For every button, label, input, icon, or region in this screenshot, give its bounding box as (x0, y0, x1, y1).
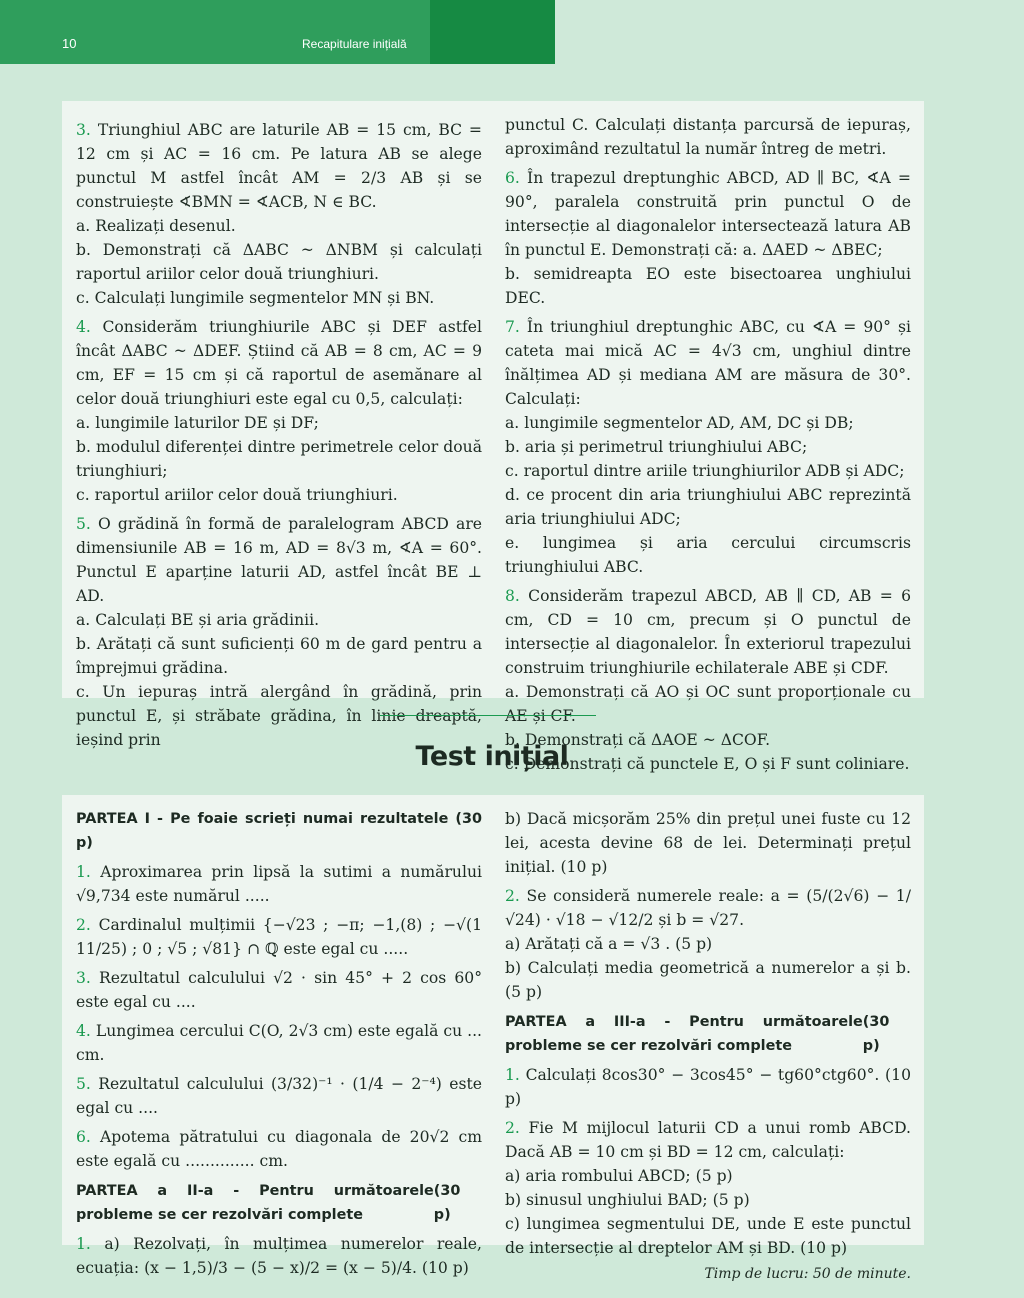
exercise-number: 2. (505, 887, 520, 905)
exercise-item (505, 483, 911, 531)
exercise-item (505, 1116, 911, 1164)
exercise-item (505, 884, 911, 932)
exercise-item (76, 512, 482, 608)
exercise-text: Triunghiul ABC are laturile AB = 15 cm, BC = 12 cm și AC = 16 cm. Pe latura AB se alege punctul M astfel încât AM = 2/3 AB și se construiește ∢BMN = ∢ACB, N ∈ BC. (76, 121, 482, 211)
exercise-item (76, 238, 482, 286)
exercise-text: În triunghiul dreptunghic ABC, cu ∢A = 90° și cateta mai mică AC = 4√3 cm, unghiul dintre înălțimea AD și mediana AM are măsura de 30°. Calculați: (505, 318, 911, 408)
exercise-text: a. lungimile segmentelor AD, AM, DC și DB; (505, 414, 854, 432)
exercise-text: b) Dacă micșorăm 25% din prețul unei fuste cu 12 lei, acesta devine 68 de lei. Determinați prețul inițial. (10 p) (505, 810, 911, 876)
exercise-number: 3. (76, 121, 91, 139)
exercise-number: 6. (505, 169, 520, 187)
exercise-item (505, 166, 911, 262)
part3-list (505, 1063, 911, 1260)
exercise-item (76, 411, 482, 435)
exercise-text: Rezultatul calculului √2 · sin 45° + 2 cos 60° este egal cu .... (76, 969, 483, 1011)
exercise-text: b. aria și perimetrul triunghiului ABC; (505, 438, 808, 456)
part2-list-right (505, 807, 911, 1004)
part2-points: (30 p) (433, 1183, 461, 1223)
exercise-text: b. semidreapta EO este bisectoarea unghiului DEC. (505, 265, 911, 307)
exercise-number: 1. (76, 863, 91, 881)
part1-title: PARTEA I - Pe foaie scrieți numai rezultatele (30 p) (76, 811, 482, 851)
exercise-item (76, 435, 482, 483)
exercise-text: O grădină în formă de paralelogram ABCD are dimensiunile AB = 16 m, AD = 8√3 m, ∢A = 60°. Punctul E aparține laturii AD, astfel încât BE ⊥ AD. (76, 515, 482, 605)
exercise-text: Aproximarea prin lipsă la sutimi a numărului √9,734 este numărul ..... (76, 863, 482, 905)
page-header-accent (430, 0, 555, 64)
exercise-item (76, 966, 482, 1014)
exercise-text: Considerăm triunghiurile ABC și DEF astfel încât ΔABC ~ ΔDEF. Știind că AB = 8 cm, AC = 9 cm, EF = 15 cm și că raportul de asemănare al celor două triunghiuri este egal cu 0,5, calculați: (76, 318, 482, 408)
exercise-text: b) Calculați media geometrică a numerelor a și b. (5 p) (505, 959, 911, 1001)
exercise-text: b. Arătați că sunt suficienți 60 m de gard pentru a împrejmui grădina. (76, 635, 482, 677)
exercise-text: Fie M mijlocul laturii CD a unui romb ABCD. Dacă AB = 10 cm și BD = 12 cm, calculați: (505, 1119, 911, 1161)
exercise-text: b. Demonstrați că ΔABC ~ ΔNBM și calculați raportul ariilor celor două triunghiuri. (76, 241, 482, 283)
divider (380, 715, 596, 716)
exercise-text: punctul C. Calculați distanța parcursă de iepuraș, aproximând rezultatul la număr întreg de metri. (505, 116, 911, 158)
exercise-number: 5. (76, 1075, 91, 1093)
test-column-left (76, 807, 482, 1280)
exercise-item (76, 1072, 482, 1120)
review-column-right (505, 113, 911, 776)
exercise-text: a. Calculați BE și aria grădinii. (76, 611, 320, 629)
exercise-text: d. ce procent din aria triunghiului ABC reprezintă aria triunghiului ADC; (505, 486, 911, 528)
exercise-number: 4. (76, 1022, 91, 1040)
exercise-number: 4. (76, 318, 91, 336)
exercise-item (76, 913, 482, 961)
exercise-item (76, 1232, 482, 1280)
exercise-text: c. raportul ariilor celor două triunghiuri. (76, 486, 398, 504)
part2-title: PARTEA a II-a - Pentru următoarele probleme se cer rezolvări complete (76, 1183, 434, 1223)
exercise-text: a. Realizați desenul. (76, 217, 236, 235)
test-column-right (505, 807, 911, 1286)
exercise-item (76, 483, 482, 507)
part1-list (76, 860, 482, 1173)
exercise-text: b) sinusul unghiului BAD; (5 p) (505, 1191, 750, 1209)
exercise-item (505, 435, 911, 459)
exercise-item (76, 286, 482, 310)
exercise-number: 2. (76, 916, 91, 934)
exercise-item (505, 1188, 911, 1212)
exercise-text: Lungimea cercului C(O, 2√3 cm) este egală cu ... cm. (76, 1022, 482, 1064)
exercise-item (76, 1125, 482, 1173)
exercise-number: 2. (505, 1119, 520, 1137)
part3-points: (30 p) (862, 1014, 890, 1054)
exercise-text: c. Demonstrați că punctele E, O și F sunt coliniare. (505, 755, 910, 773)
part2-list-left (76, 1232, 482, 1280)
exercise-text: a) Arătați că a = √3 . (5 p) (505, 935, 713, 953)
exercise-item (505, 315, 911, 411)
exercise-number: 1. (76, 1235, 91, 1253)
exercise-number: 6. (76, 1128, 91, 1146)
exercise-number: 1. (505, 1066, 520, 1084)
exercise-item (505, 531, 911, 579)
part3-header (505, 1010, 911, 1058)
exercise-item (505, 680, 911, 728)
part3-title: PARTEA a III-a - Pentru următoarele probleme se cer rezolvări complete (505, 1014, 863, 1054)
exercise-text: Rezultatul calculului (3/32)⁻¹ · (1/4 − 2⁻⁴) este egal cu .... (76, 1075, 482, 1117)
exercise-text: c. Un iepuraș intră alergând în grădină, prin punctul E, și străbate grădina, în linie dreaptă, ieșind prin (76, 683, 482, 749)
exercise-item (505, 807, 911, 879)
exercise-item (76, 632, 482, 680)
exercise-item (505, 113, 911, 161)
exercise-text: Apotema pătratului cu diagonala de 20√2 cm este egală cu .............. cm. (76, 1128, 482, 1170)
test-panel (62, 795, 924, 1282)
exercise-text: b. modulul diferenței dintre perimetrele celor două triunghiuri; (76, 438, 482, 480)
exercise-item (76, 1019, 482, 1067)
exercise-item (505, 956, 911, 1004)
part2-header (76, 1179, 482, 1227)
exercise-number: 7. (505, 318, 520, 336)
exercise-text: e. lungimea și aria cercului circumscris triunghiului ABC. (505, 534, 911, 576)
exercise-item (505, 932, 911, 956)
exercise-item (76, 608, 482, 632)
exercise-item (76, 315, 482, 411)
exercise-text: Cardinalul mulțimii {−√23 ; −π; −1,(8) ; −√(1 11/25) ; 0 ; √5 ; √81} ∩ ℚ este egal cu ..... (76, 916, 482, 958)
exercise-text: a) aria rombului ABCD; (5 p) (505, 1167, 733, 1185)
exercise-item (76, 214, 482, 238)
exercise-text: a) Rezolvați, în mulțimea numerelor reale, ecuația: (x − 1,5)/3 − (5 − x)/2 = (x − 5)/4. (10 p) (76, 1235, 482, 1277)
exercise-item (505, 584, 911, 680)
exercise-item (76, 860, 482, 908)
exercise-item (505, 1164, 911, 1188)
exercise-number: 3. (76, 969, 91, 987)
exercise-number: 8. (505, 587, 520, 605)
exercise-text: Calculați 8cos30° − 3cos45° − tg60°ctg60°. (10 p) (505, 1066, 911, 1108)
review-column-left (76, 113, 482, 752)
exercise-item (76, 118, 482, 214)
section-title: Recapitulare inițială (302, 37, 407, 51)
exercise-item (505, 1063, 911, 1111)
exercise-text: c. raportul dintre ariile triunghiurilor ADB și ADC; (505, 462, 905, 480)
exercise-item (505, 411, 911, 435)
exercise-text: a. lungimile laturilor DE și DF; (76, 414, 319, 432)
exercise-text: c) lungimea segmentului DE, unde E este punctul de intersecție al dreptelor AM și BD. (10 p) (505, 1215, 911, 1257)
exercise-text: În trapezul dreptunghic ABCD, AD ∥ BC, ∢A = 90°, paralela construită prin punctul O de intersecție al diagonalelor intersectează latura AB în punctul E. Demonstrați că: a. ΔAED ~ ΔBEC; (505, 169, 911, 259)
exercise-text: Considerăm trapezul ABCD, AB ∥ CD, AB = 6 cm, CD = 10 cm, precum și O punctul de intersecție al diagonalelor. În exteriorul trapezului construim triunghiurile echilaterale ABE și CDF. (505, 587, 911, 677)
exercise-text: Se consideră numerele reale: a = (5/(2√6) − 1/√24) · √18 − √12/2 și b = √27. (505, 887, 911, 929)
exercise-item (505, 1212, 911, 1260)
time-note: Timp de lucru: 50 de minute. (704, 1266, 911, 1282)
exercise-text: a. Demonstrați că AO și OC sunt proporționale cu AE și CF. (505, 683, 911, 725)
page-number: 10 (62, 36, 77, 51)
exercise-item (505, 459, 911, 483)
exercise-item (505, 262, 911, 310)
exercise-text: c. Calculați lungimile segmentelor MN și BN. (76, 289, 435, 307)
exercise-number: 5. (76, 515, 91, 533)
exercise-text: b. Demonstrați că ΔAOE ~ ΔCOF. (505, 731, 771, 749)
test-title: Test inițial (415, 741, 569, 772)
